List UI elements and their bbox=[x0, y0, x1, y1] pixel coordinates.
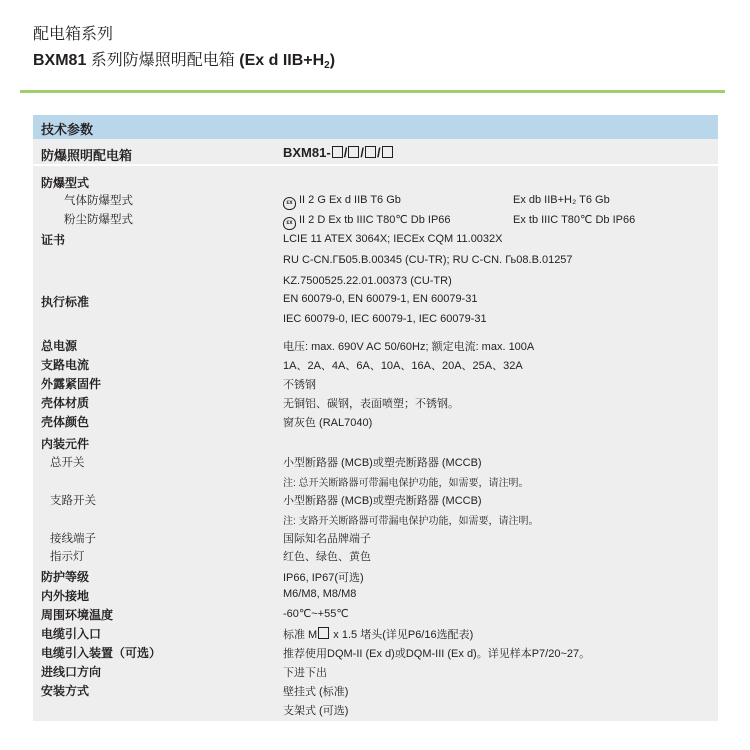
blank-box bbox=[348, 146, 359, 158]
branch-switch-value: 小型断路器 (MCB)或塑壳断路器 (MCCB) bbox=[283, 495, 482, 507]
housing-color-label: 壳体颜色 bbox=[41, 415, 90, 429]
main-switch-label: 总开关 bbox=[50, 457, 85, 469]
gas-marking: εx II 2 G Ex d IIB T6 Gb bbox=[283, 194, 401, 210]
section-header bbox=[33, 115, 718, 139]
model-code: BXM81- / / / bbox=[283, 145, 394, 160]
blank-box bbox=[332, 146, 343, 158]
row-divider bbox=[33, 164, 718, 166]
components-label: 内装元件 bbox=[41, 437, 90, 451]
mounting-value-2: 支架式 (可选) bbox=[283, 705, 349, 717]
ambient-value: -60℃~+55℃ bbox=[283, 608, 349, 620]
cable-entry-value: 标准 M x 1.5 堵头(详见P6/16选配表) bbox=[283, 629, 474, 641]
ambient-label: 周围环境温度 bbox=[41, 608, 114, 622]
indicator-label: 指示灯 bbox=[50, 551, 85, 563]
model-row bbox=[33, 140, 718, 164]
blank-box bbox=[365, 146, 376, 158]
grounding-value: M6/M8, M8/M8 bbox=[283, 588, 357, 600]
certificate-line-1: LCIE 11 ATEX 3064X; IECEx CQM 11.0032X bbox=[283, 233, 503, 245]
main-power-label: 总电源 bbox=[41, 339, 78, 353]
gas-type-label: 气体防爆型式 bbox=[64, 195, 133, 207]
inlet-direction-value: 下进下出 bbox=[283, 667, 327, 679]
indicator-value: 红色、绿色、黄色 bbox=[283, 551, 371, 563]
standards-line-2: IEC 60079-0, IEC 60079-1, IEC 60079-31 bbox=[283, 313, 487, 325]
terminal-value: 国际知名品牌端子 bbox=[283, 533, 371, 545]
gas-marking-iec: Ex db IIB+H₂ T6 Gb bbox=[513, 194, 610, 206]
section-title: 技术参数 bbox=[41, 122, 94, 137]
mounting-value-1: 壁挂式 (标准) bbox=[283, 686, 349, 698]
title-text: 系列防爆照明配电箱 bbox=[86, 52, 240, 69]
main-switch-value: 小型断路器 (MCB)或塑壳断路器 (MCCB) bbox=[283, 457, 482, 469]
dust-marking: εx II 2 D Ex tb IIIC T80℃ Db IP66 bbox=[283, 213, 451, 230]
housing-color-value: 窗灰色 (RAL7040) bbox=[283, 417, 373, 429]
ex-mark-icon: εx bbox=[283, 217, 296, 230]
explosion-type-label: 防爆型式 bbox=[41, 176, 90, 190]
spec-table bbox=[33, 115, 718, 721]
branch-current-label: 支路电流 bbox=[41, 358, 90, 372]
grounding-label: 内外接地 bbox=[41, 589, 90, 603]
housing-material-value: 无铜铝、碳钢，表面喷塑；不锈钢。 bbox=[283, 398, 459, 410]
model-label: 防爆照明配电箱 bbox=[41, 148, 133, 163]
branch-switch-note: 注: 支路开关断路器可带漏电保护功能，如需要，请注明。 bbox=[283, 516, 539, 527]
terminal-label: 接线端子 bbox=[50, 533, 96, 545]
certificate-line-3: KZ.7500525.22.01.00373 (CU-TR) bbox=[283, 275, 452, 287]
branch-switch-label: 支路开关 bbox=[50, 495, 96, 507]
fasteners-label: 外露紧固件 bbox=[41, 377, 102, 391]
green-divider bbox=[20, 90, 725, 93]
main-switch-note: 注: 总开关断路器可带漏电保护功能，如需要，请注明。 bbox=[283, 478, 529, 489]
cable-entry-label: 电缆引入口 bbox=[41, 627, 102, 641]
ex-mark-icon: εx bbox=[283, 197, 296, 210]
dust-marking-iec: Ex tb IIIC T80℃ Db IP66 bbox=[513, 214, 636, 226]
main-power-value: 电压: max. 690V AC 50/60Hz; 额定电流: max. 100A bbox=[283, 341, 535, 353]
blank-box bbox=[382, 146, 393, 158]
mounting-label: 安装方式 bbox=[41, 684, 90, 698]
series-title: 配电箱系列 bbox=[33, 26, 114, 43]
title-spec: (Ex d IIB+H2) bbox=[239, 52, 336, 71]
certificate-line-2: RU C-CN.ГБ05.B.00345 (CU-TR); RU C-CN. Гь08.B.01257 bbox=[283, 254, 573, 266]
dust-type-label: 粉尘防爆型式 bbox=[64, 214, 133, 226]
standards-line-1: EN 60079-0, EN 60079-1, EN 60079-31 bbox=[283, 293, 478, 305]
protection-value: IP66, IP67(可选) bbox=[283, 572, 364, 584]
inlet-direction-label: 进线口方向 bbox=[41, 665, 102, 679]
standards-label: 执行标准 bbox=[41, 295, 90, 309]
fasteners-value: 不锈钢 bbox=[283, 379, 316, 391]
cable-device-label: 电缆引入装置（可选） bbox=[41, 646, 162, 660]
certificate-label: 证书 bbox=[41, 233, 66, 247]
branch-current-value: 1A、2A、4A、6A、10A、16A、20A、25A、32A bbox=[283, 360, 523, 372]
protection-label: 防护等级 bbox=[41, 570, 90, 584]
cable-device-value: 推荐使用DQM-II (Ex d)或DQM-III (Ex d)。详见样本P7/20~27。 bbox=[283, 648, 591, 660]
housing-material-label: 壳体材质 bbox=[41, 396, 90, 410]
title-model: BXM81 bbox=[33, 52, 87, 69]
page-title bbox=[33, 47, 335, 70]
blank-box bbox=[318, 627, 329, 639]
